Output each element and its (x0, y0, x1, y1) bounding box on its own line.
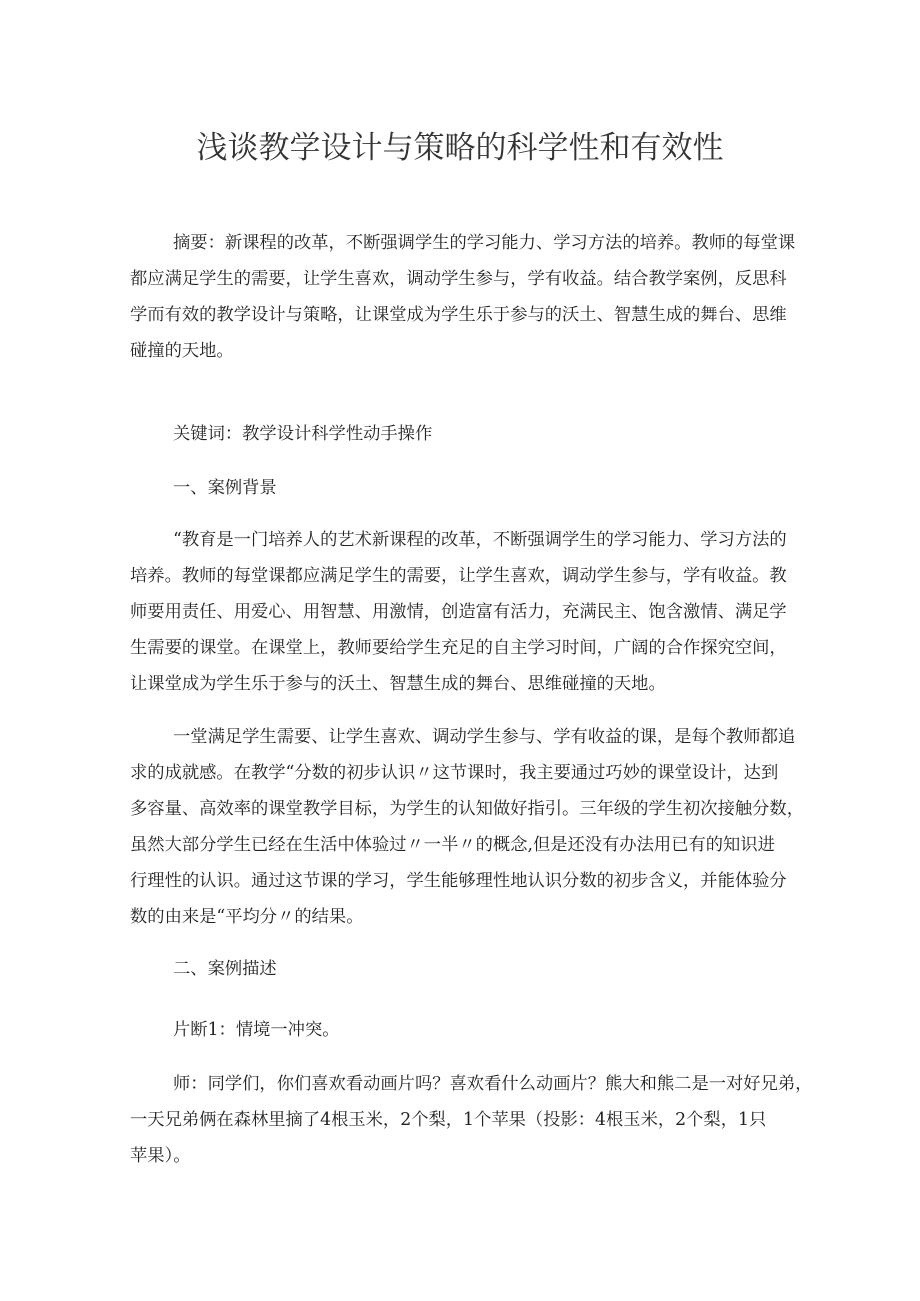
text-line: 苹果）。 (130, 1146, 191, 1166)
text-line: 求的成就感。在教学“分数的初步认识〃这节课时，我主要通过巧妙的课堂设计，达到 (130, 763, 779, 783)
heading-text: 二、案例描述 (173, 959, 277, 979)
text-line: 数的由来是“平均分〃的结果。 (130, 907, 364, 927)
text-line: 一天兄弟俩在森林里摘了4根玉米，2个梨，1个苹果（投影：4根玉米，2个梨，1只 (130, 1110, 767, 1130)
text-line: 师要用责任、用爱心、用智慧、用激情，创造富有活力，充满民主、饱含激情、满足学 (130, 602, 787, 622)
text-line: 培养。教师的每堂课都应满足学生的需要，让学生喜欢，调动学生参与，学有收益。教 (130, 566, 787, 586)
abstract-paragraph (130, 225, 800, 369)
text-line: 虽然大部分学生已经在生活中体验过〃一半〃的概念,但是还没有办法用已有的知识进 (130, 835, 775, 855)
section-heading-description (130, 951, 800, 987)
text-line: 碰撞的天地。 (130, 341, 234, 361)
text-line: “教育是一门培养人的艺术新课程的改革，不断强调学生的学习能力、学习方法的 (173, 530, 787, 550)
document-title: 浅谈教学设计与策略的科学性和有效性 (196, 130, 724, 166)
text-line: 都应满足学生的需要，让学生喜欢，调动学生参与，学有收益。结合教学案例，反思科 (130, 269, 787, 289)
text-line: 多容量、高效率的课堂教学目标，为学生的认知做好指引。三年级的学生初次接触分数， (130, 799, 804, 819)
text-line: 让课堂成为学生乐于参与的沃土、智慧生成的舞台、思维碰撞的天地。 (130, 674, 666, 694)
background-paragraph-1 (130, 522, 800, 702)
keywords-paragraph (130, 416, 800, 452)
background-paragraph-2 (130, 719, 804, 935)
section-heading-background (130, 470, 800, 506)
fragment-text: 片断1：情境一冲突。 (173, 1020, 340, 1040)
text-line: 一堂满足学生需要、让学生喜欢、调动学生参与、学有收益的课，是每个教师都追 (173, 727, 796, 747)
text-line: 学而有效的教学设计与策略，让课堂成为学生乐于参与的沃土、智慧生成的舞台、思维 (130, 305, 787, 325)
teacher-dialogue-paragraph (130, 1066, 813, 1174)
text-line: 行理性的认识。通过这节课的学习，学生能够理性地认识分数的初步含义，并能体验分 (130, 871, 787, 891)
heading-text: 一、案例背景 (173, 478, 277, 498)
text-line: 师：同学们，你们喜欢看动画片吗？喜欢看什么动画片？熊大和熊二是一对好兄弟， (173, 1074, 813, 1094)
fragment-label (130, 1012, 800, 1048)
keywords-text: 关键词：教学设计科学性动手操作 (173, 424, 433, 444)
text-line: 生需要的课堂。在课堂上，教师要给学生充足的自主学习时间，广阔的合作探究空间， (130, 638, 787, 658)
text-line: 摘要：新课程的改革，不断强调学生的学习能力、学习方法的培养。教师的每堂课 (173, 233, 796, 253)
